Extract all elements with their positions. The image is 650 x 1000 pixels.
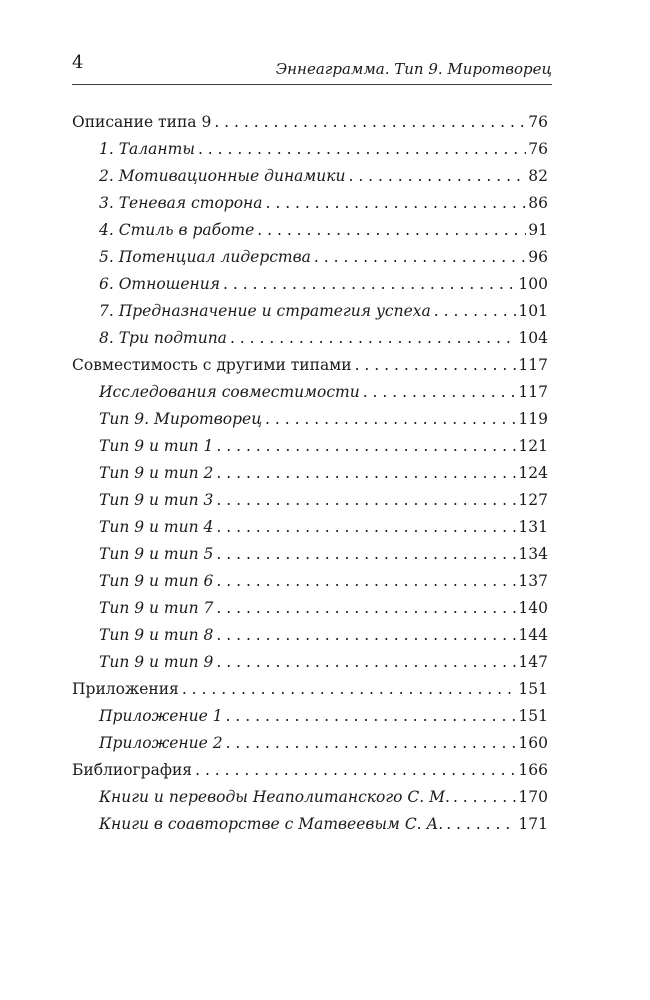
toc-subentry (72, 730, 548, 757)
toc-entry-title: Тип 9 и тип 5 (99, 545, 214, 563)
toc-entry-page: 76 (528, 113, 548, 131)
toc-entry-title: Тип 9. Миротворец (99, 410, 263, 428)
toc-entry-page: 124 (518, 464, 548, 482)
toc-entry-title: 5. Потенциал лидерства (99, 248, 311, 266)
toc-entry-page: 131 (518, 518, 548, 536)
toc-subentry (72, 784, 548, 811)
toc-entry-page: 96 (528, 248, 548, 266)
toc-subentry (72, 190, 548, 217)
dot-leader (226, 730, 517, 757)
toc-entry-page: 147 (518, 653, 548, 671)
dot-leader (216, 622, 516, 649)
toc-entry-title: 6. Отношения (99, 275, 220, 293)
dot-leader (214, 109, 526, 136)
toc-entry-page: 171 (518, 815, 548, 833)
dot-leader (216, 460, 516, 487)
toc-entry-title: Приложение 1 (99, 707, 223, 725)
running-title: Эннеаграмма. Тип 9. Миротворец (275, 60, 552, 78)
header-divider (72, 84, 552, 85)
toc-section (72, 757, 548, 784)
dot-leader (216, 514, 516, 541)
dot-leader (446, 811, 516, 838)
toc-subentry (72, 541, 548, 568)
toc-entry-title: Библиография (72, 761, 193, 779)
dot-leader (216, 487, 516, 514)
toc-subentry (72, 811, 548, 838)
page-number: 4 (72, 52, 84, 73)
toc-entry-page: 76 (528, 140, 548, 158)
dot-leader (182, 676, 517, 703)
dot-leader (265, 190, 526, 217)
toc-subentry (72, 163, 548, 190)
toc-entry-title: 7. Предназначение и стратегия успеха (99, 302, 431, 320)
toc-entry-title: Приложение 2 (99, 734, 223, 752)
toc-entry-page: 101 (518, 302, 548, 320)
toc-entry-page: 144 (518, 626, 548, 644)
toc-entry-title: Тип 9 и тип 6 (99, 572, 214, 590)
toc-entry-title: Приложения (72, 680, 179, 698)
toc-entry-title: 3. Теневая сторона (99, 194, 263, 212)
dot-leader (265, 406, 516, 433)
dot-leader (216, 649, 516, 676)
toc-subentry (72, 703, 548, 730)
toc-entry-page: 127 (518, 491, 548, 509)
toc-entry-page: 151 (518, 707, 548, 725)
dot-leader (226, 703, 517, 730)
toc-entry-title: Книги и переводы Неаполитанского С. М. (99, 788, 450, 806)
dot-leader (257, 217, 526, 244)
toc-entry-title: Тип 9 и тип 2 (99, 464, 214, 482)
dot-leader (434, 298, 517, 325)
toc-entry-title: Описание типа 9 (72, 113, 212, 131)
toc-subentry (72, 325, 548, 352)
dot-leader (216, 568, 516, 595)
dot-leader (198, 136, 526, 163)
toc-entry-page: 91 (528, 221, 548, 239)
toc-entry-title: Тип 9 и тип 1 (99, 437, 214, 455)
table-of-contents (72, 109, 548, 838)
toc-entry-page: 137 (518, 572, 548, 590)
toc-subentry (72, 217, 548, 244)
toc-subentry (72, 136, 548, 163)
dot-leader (453, 784, 516, 811)
dot-leader (355, 352, 517, 379)
toc-entry-page: 100 (518, 275, 548, 293)
toc-entry-title: 8. Три подтипа (99, 329, 227, 347)
toc-subentry (72, 487, 548, 514)
toc-subentry (72, 460, 548, 487)
toc-subentry (72, 379, 548, 406)
toc-entry-page: 117 (518, 356, 548, 374)
toc-entry-title: Тип 9 и тип 9 (99, 653, 214, 671)
toc-entry-title: 4. Стиль в работе (99, 221, 255, 239)
toc-entry-title: Тип 9 и тип 3 (99, 491, 214, 509)
toc-section (72, 352, 548, 379)
toc-subentry (72, 568, 548, 595)
toc-subentry (72, 244, 548, 271)
toc-entry-page: 119 (518, 410, 548, 428)
dot-leader (216, 595, 516, 622)
dot-leader (216, 433, 516, 460)
dot-leader (363, 379, 517, 406)
dot-leader (223, 271, 516, 298)
toc-entry-page: 140 (518, 599, 548, 617)
toc-entry-page: 170 (518, 788, 548, 806)
dot-leader (195, 757, 516, 784)
toc-entry-title: 2. Мотивационные динамики (99, 167, 346, 185)
toc-subentry (72, 271, 548, 298)
toc-entry-title: Совместимость с другими типами (72, 356, 352, 374)
toc-section (72, 676, 548, 703)
toc-entry-page: 166 (518, 761, 548, 779)
toc-entry-page: 151 (518, 680, 548, 698)
toc-entry-page: 104 (518, 329, 548, 347)
toc-subentry (72, 298, 548, 325)
dot-leader (230, 325, 516, 352)
toc-entry-page: 121 (518, 437, 548, 455)
toc-entry-title: Исследования совместимости (99, 383, 360, 401)
toc-entry-page: 160 (518, 734, 548, 752)
toc-subentry (72, 433, 548, 460)
toc-entry-page: 134 (518, 545, 548, 563)
page-header (72, 52, 552, 84)
toc-entry-page: 117 (518, 383, 548, 401)
toc-subentry (72, 649, 548, 676)
dot-leader (348, 163, 526, 190)
toc-subentry (72, 595, 548, 622)
dot-leader (216, 541, 516, 568)
dot-leader (314, 244, 526, 271)
toc-entry-page: 86 (528, 194, 548, 212)
toc-subentry (72, 514, 548, 541)
toc-subentry (72, 622, 548, 649)
toc-subentry (72, 406, 548, 433)
toc-entry-title: Тип 9 и тип 8 (99, 626, 214, 644)
toc-entry-page: 82 (528, 167, 548, 185)
toc-entry-title: Книги в соавторстве с Матвеевым С. А. (99, 815, 444, 833)
toc-entry-title: 1. Таланты (99, 140, 195, 158)
toc-entry-title: Тип 9 и тип 4 (99, 518, 214, 536)
toc-section (72, 109, 548, 136)
toc-entry-title: Тип 9 и тип 7 (99, 599, 214, 617)
